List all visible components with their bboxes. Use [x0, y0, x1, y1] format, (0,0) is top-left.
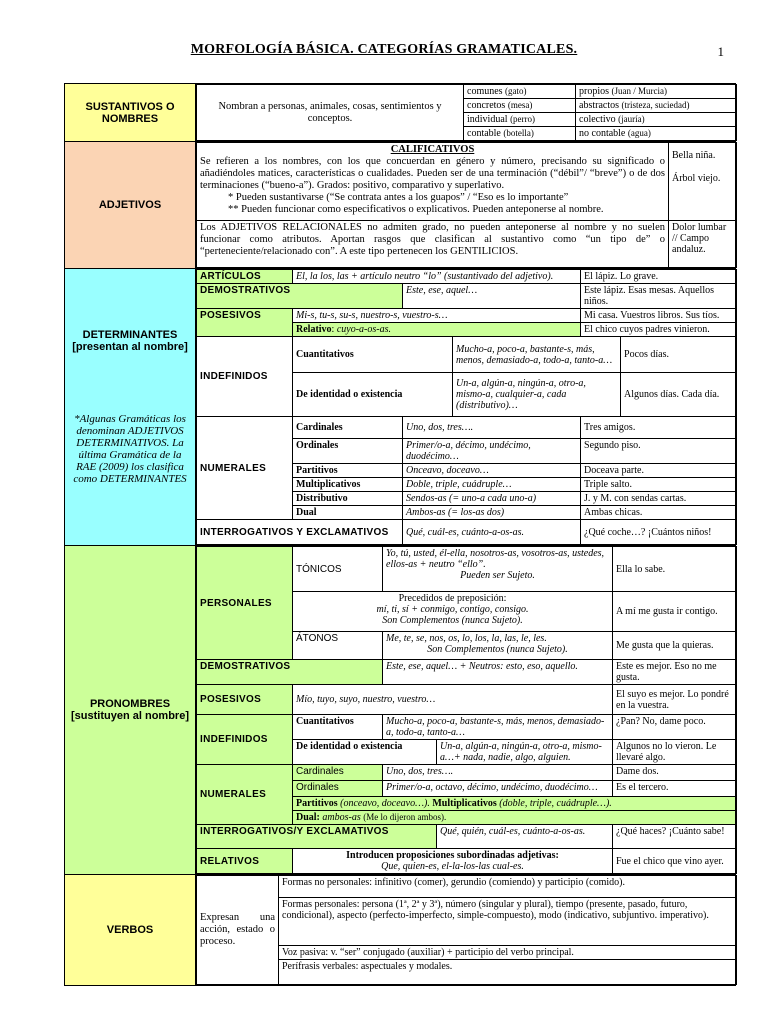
- det-multiplicativos-forms: Doble, triple, cuádruple…: [403, 478, 581, 492]
- pron-demostrativos-forms: Este, ese, aquel… + Neutros: esto, eso, aquello.: [383, 660, 613, 685]
- category-verbos: VERBOS: [65, 875, 196, 986]
- verbos-no-personales: Formas no personales: infinitivo (comer), gerundio (comiendo) y participio (comido).: [279, 876, 737, 898]
- det-posesivos-label: POSESIVOS: [197, 309, 293, 337]
- pron-dual-label: Dual:: [296, 812, 320, 823]
- calificativos-note2: ** Pueden funcionar como especificativos o explicativos. Pueden anteponerse al nombre.: [228, 204, 604, 215]
- pron-atonos-forms: Me, te, se, nos, os, lo, los, la, las, le, les.: [386, 633, 547, 644]
- verbos-personales: Formas personales: persona (1ª, 2ª y 3ª), número (singular y plural), tiempo (presente, pasado, futuro, condicional), aspecto (perfecto-imperfecto, simple-compuesto), modo (indicativo, subjuntivo. imperativo).: [279, 898, 737, 946]
- page-title: [0, 42, 768, 58]
- pron-demostrativos-example: Este es mejor. Eso no me gusta.: [613, 660, 737, 685]
- adjetivo-example-1: Bella niña.: [672, 150, 716, 161]
- pron-ordinales-example: Es el tercero.: [613, 781, 737, 797]
- det-identidad-example: Algunos días. Cada día.: [621, 373, 737, 417]
- determinantes-note: *Algunas Gramáticas los denominan ADJETIVOS DETERMINATIVOS. La última Gramática de la RAE (2009) los clasifica como DETERMINANTES: [73, 413, 187, 485]
- type-colectivo: colectivo (jauría): [576, 113, 737, 127]
- type-abstractos: abstractos (tristeza, suciedad): [576, 99, 737, 113]
- pron-atonos-label: ÁTONOS: [293, 632, 383, 660]
- pron-partitivos-forms: (onceavo, doceavo…).: [340, 798, 430, 809]
- det-interrogativos-example: ¿Qué coche…? ¡Cuántos niños!: [581, 520, 737, 545]
- det-distributivo-label: Distributivo: [293, 492, 403, 506]
- pron-numerales-label: NUMERALES: [197, 765, 293, 825]
- pron-atonos-note: Son Complementos (nunca Sujeto).: [427, 644, 568, 655]
- pron-posesivos-forms: Mío, tuyo, suyo, nuestro, vuestro…: [293, 685, 613, 715]
- pron-dual-example: (Me lo dijeron ambos).: [363, 812, 447, 822]
- pron-relativos-label: RELATIVOS: [197, 849, 293, 874]
- pron-cardinales-forms: Uno, dos, tres….: [383, 765, 613, 781]
- det-distributivo-forms: Sendos-as (= uno-a cada uno-a): [403, 492, 581, 506]
- det-demostrativos-example: Este lápiz. Esas mesas. Aquellos niños.: [581, 284, 737, 309]
- pron-tonicos-example: Ella lo sabe.: [613, 547, 737, 592]
- pron-cuantitativos-label: Cuantitativos: [293, 715, 383, 740]
- adjetivo-example-2: Árbol viejo.: [672, 173, 721, 184]
- det-articulos-forms: El, la los, las + artículo neutro “lo” (sustantivado del adjetivo).: [293, 270, 581, 284]
- row-verbos: [65, 875, 736, 986]
- det-distributivo-example: J. y M. con sendas cartas.: [581, 492, 737, 506]
- pron-identidad-forms: Un-a, algún-a, ningún-a, otro-a, mismo-a…+ nada, nadie, algo, alguien.: [437, 740, 613, 765]
- verbos-perifrasis: Perífrasis verbales: aspectuales y modales.: [279, 960, 737, 985]
- calificativos-text: Se refieren a los nombres, con los que concuerdan en género y número, precisando su significado o añadiéndoles matices, características o cualidades. Pueden ser de una terminación (“débil”/ “breve”) o de dos terminaciones (“bueno-a”). Grados: positivo, comparativo y superlativo.: [200, 156, 665, 191]
- title-text: MORFOLOGÍA BÁSICA. CATEGORÍAS GRAMATICALES.: [190, 42, 578, 57]
- det-ordinales-label: Ordinales: [293, 439, 403, 464]
- pron-preposicion-forms: mí, ti, sí + conmigo, contigo, consigo.: [376, 604, 529, 615]
- det-articulos-example: El lápiz. Lo grave.: [581, 270, 737, 284]
- row-adjetivos: [65, 142, 736, 269]
- det-partitivos-forms: Onceavo, doceavo…: [403, 464, 581, 478]
- det-cuantitativos-example: Pocos días.: [621, 337, 737, 373]
- det-cuantitativos-forms: Mucho-a, poco-a, bastante-s, más, menos, demasiado-a, todo-a, tanto-a…: [453, 337, 621, 373]
- pron-cardinales-label: Cardinales: [293, 765, 383, 781]
- verbos-pasiva: Voz pasiva: v. “ser” conjugado (auxiliar) + participio del verbo principal.: [279, 946, 737, 960]
- pron-cardinales-example: Dame dos.: [613, 765, 737, 781]
- det-identidad-forms: Un-a, algún-a, ningún-a, otro-a, mismo-a, cualquier-a, cada (distributivo)…: [453, 373, 621, 417]
- det-dual-label: Dual: [293, 506, 403, 520]
- det-cuantitativos-label: Cuantitativos: [293, 337, 453, 373]
- adjetivo-example-3: Dolor lumbar // Campo andaluz.: [669, 221, 737, 268]
- category-adjetivos: ADJETIVOS: [65, 142, 196, 269]
- det-demostrativos-forms: Este, ese, aquel…: [403, 284, 581, 309]
- type-comunes: comunes (gato): [464, 85, 576, 99]
- det-demostrativos-label: DEMOSTRATIVOS: [197, 284, 403, 309]
- pron-identidad-example: Algunos no lo vieron. Le llevaré algo.: [613, 740, 737, 765]
- pron-posesivos-label: POSESIVOS: [197, 685, 293, 715]
- pron-multiplicativos-label: Multiplicativos: [432, 798, 497, 809]
- row-determinantes: DETERMINANTES [presentan al nombre] *Algunas Gramáticas los denominan ADJETIVOS DETERMINATIVOS. La última Gramática de la RAE (2009) los clasifica como DETERMINANTES ARTÍCULOS El, la los, las + artículo neutro “lo” (sustantivado del adjetivo). El lápiz. Lo grave. DEMOSTRATIVOS Este, ese, aquel… Este lápiz. Esas mesas. Aquellos niños. POSESIVOS Mi-s, tu-s, su-s, nuestro-s, vuestro-s… Mi casa. Vuestros libros. Sus tíos. Relativo: cuyo-a-os-as. El chico cuyos padres vinieron. INDEFINIDOS Cuantitativos Mucho-a, poco-a, bastante-s, más, menos, demasiado-a, todo-a, tanto-a… Pocos días. De identidad o existencia Un-a, algún-a, ningún-a, otro-a, mismo-a, cualquier-a, cada (distributivo)… Algunos días. Cada día. NUMERALES Cardinales Uno, dos, tres…. Tres amigos. Ordinales Primer/o-a, décimo, undécimo, duodécimo… Segundo piso. Partitivos Onceavo, doceavo… Doceava parte. Multiplicativos Doble, triple, cuádruple… Triple salto. Distributivo Sendos-as (= uno-a cada uno-a) J. y M. con sendas cartas. Dual Ambos-as (= los-as dos) Ambas chicas. INTERROGATIVOS Y EXCLAMATIVOS Qué, cuál-es, cuánto-a-os-as. ¿Qué coche…? ¡Cuántos niños!: [65, 269, 736, 546]
- pron-multiplicativos-forms: (doble, triple, cuádruple…).: [499, 798, 612, 809]
- category-pronombres: PRONOMBRES [sustituyen al nombre]: [65, 546, 196, 875]
- row-sustantivos: [65, 84, 736, 142]
- pron-cuantitativos-forms: Mucho-a, poco-a, bastante-s, más, menos, demasiado-a, todo-a, tanto-a…: [383, 715, 613, 740]
- pron-tonicos-forms: Yo, tú, usted, él-ella, nosotros-as, vosotros-as, ustedes, ellos-as + neutro “ello”.: [386, 548, 605, 570]
- row-pronombres: [65, 546, 736, 875]
- pron-identidad-label: De identidad o existencia: [293, 740, 437, 765]
- det-dual-example: Ambas chicas.: [581, 506, 737, 520]
- pron-interrogativos-example: ¿Qué haces? ¡Cuánto sabe!: [613, 825, 737, 849]
- category-sustantivos: SUSTANTIVOS O NOMBRES: [65, 84, 196, 142]
- pron-posesivos-example: El suyo es mejor. Lo pondré en la vuestra.: [613, 685, 737, 715]
- det-indefinidos-label: INDEFINIDOS: [197, 337, 293, 417]
- det-ordinales-example: Segundo piso.: [581, 439, 737, 464]
- type-contable: contable (botella): [464, 127, 576, 141]
- pron-atonos-example: Me gusta que la quieras.: [613, 632, 737, 660]
- page-number: 1: [717, 44, 724, 59]
- det-posesivos-forms: Mi-s, tu-s, su-s, nuestro-s, vuestro-s…: [293, 309, 581, 323]
- pron-interrogativos-label: INTERROGATIVOS/Y EXCLAMATIVOS: [197, 825, 437, 849]
- det-interrogativos-forms: Qué, cuál-es, cuánto-a-os-as.: [403, 520, 581, 545]
- det-articulos-label: ARTÍCULOS: [197, 270, 293, 284]
- det-multiplicativos-label: Multiplicativos: [293, 478, 403, 492]
- det-interrogativos-label: INTERROGATIVOS Y EXCLAMATIVOS: [197, 520, 403, 545]
- det-ordinales-forms: Primer/o-a, décimo, undécimo, duodécimo…: [403, 439, 581, 464]
- pron-personales-label: PERSONALES: [197, 547, 293, 660]
- det-partitivos-example: Doceava parte.: [581, 464, 737, 478]
- det-relativo-label: Relativo: [296, 324, 332, 335]
- det-relativo-forms: cuyo-a-os-as.: [336, 324, 391, 335]
- pron-relativos-forms: Que, quien-es, el-la-los-las cual-es.: [381, 861, 524, 872]
- pron-ordinales-label: Ordinales: [293, 781, 383, 797]
- pron-tonicos-label: TÓNICOS: [293, 547, 383, 592]
- pron-preposicion-title: Precedidos de preposición:: [398, 593, 507, 604]
- pron-relativos-example: Fue el chico que vino ayer.: [613, 849, 737, 874]
- det-multiplicativos-example: Triple salto.: [581, 478, 737, 492]
- det-cardinales-label: Cardinales: [293, 417, 403, 439]
- det-cardinales-example: Tres amigos.: [581, 417, 737, 439]
- type-propios: propios (Juan / Murcia): [576, 85, 737, 99]
- det-dual-forms: Ambos-as (= los-as dos): [403, 506, 581, 520]
- type-individual: individual (perro): [464, 113, 576, 127]
- pron-ordinales-forms: Primer/o-a, octavo, décimo, undécimo, duodécimo…: [383, 781, 613, 797]
- det-cardinales-forms: Uno, dos, tres….: [403, 417, 581, 439]
- pron-cuantitativos-example: ¿Pan? No, dame poco.: [613, 715, 737, 740]
- pron-demostrativos-label: DEMOSTRATIVOS: [197, 660, 383, 685]
- pron-preposicion-example: A mí me gusta ir contigo.: [613, 592, 737, 632]
- category-determinantes: DETERMINANTES [presentan al nombre]: [72, 329, 188, 353]
- calificativos-title: CALIFICATIVOS: [390, 144, 475, 155]
- pron-preposicion-note: Son Complementos (nunca Sujeto).: [382, 615, 523, 626]
- type-no-contable: no contable (agua): [576, 127, 737, 141]
- grammar-table: [64, 83, 736, 986]
- det-identidad-label: De identidad o existencia: [293, 373, 453, 417]
- pron-tonicos-note: Pueden ser Sujeto.: [460, 570, 535, 581]
- pron-partitivos-label: Partitivos: [296, 798, 338, 809]
- pron-interrogativos-forms: Qué, quién, cuál-es, cuánto-a-os-as.: [437, 825, 613, 849]
- det-posesivos-example: Mi casa. Vuestros libros. Sus tíos.: [581, 309, 737, 323]
- det-numerales-label: NUMERALES: [197, 417, 293, 520]
- calificativos-note1: * Pueden sustantivarse (“Se contrata antes a los guapos” / “Eso es lo importante”: [228, 192, 569, 203]
- det-relativo-example: El chico cuyos padres vinieron.: [581, 323, 737, 337]
- det-partitivos-label: Partitivos: [293, 464, 403, 478]
- verbos-definition: Expresan una acción, estado o proceso.: [197, 876, 279, 985]
- pron-dual-forms: ambos-as: [322, 812, 361, 823]
- pron-indefinidos-label: INDEFINIDOS: [197, 715, 293, 765]
- relacionales-text: Los ADJETIVOS RELACIONALES no admiten grado, no pueden anteponerse al nombre y no suelen funcionar como atributos. Aportan rasgos que clasifican al sustantivo como “un tipo de” o “perteneciente/relacionado con”. A este tipo pertenecen los GENTILICIOS.: [197, 221, 669, 268]
- sustantivos-definition: Nombran a personas, animales, cosas, sentimientos y conceptos.: [197, 85, 464, 141]
- type-concretos: concretos (mesa): [464, 99, 576, 113]
- pron-relativos-intro: Introducen proposiciones subordinadas adjetivas:: [346, 850, 559, 861]
